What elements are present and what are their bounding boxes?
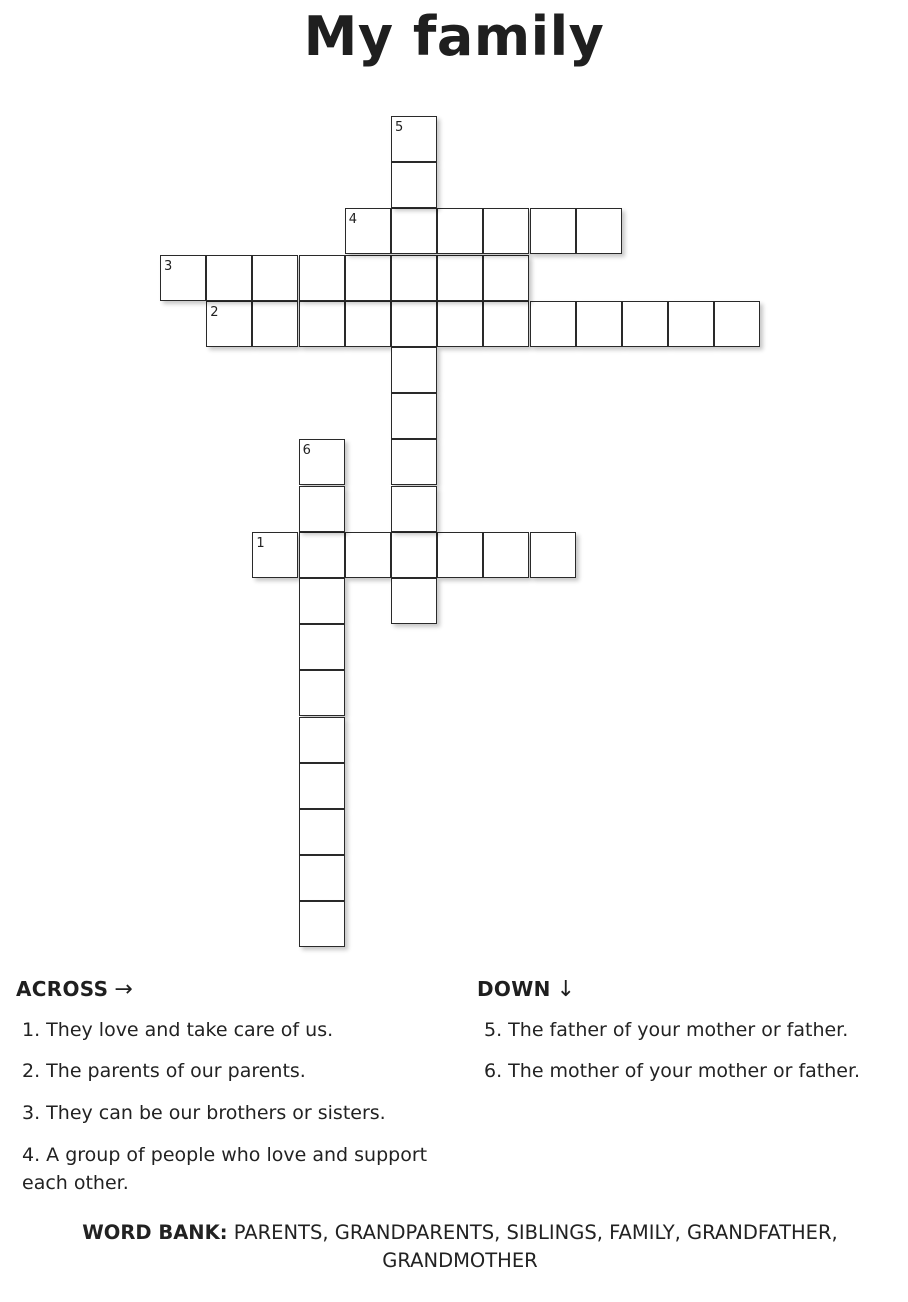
grid-cell[interactable] [299, 717, 345, 763]
clue-number-2: 2 [210, 304, 219, 320]
grid-cell[interactable] [299, 763, 345, 809]
across-clue-2: 2. The parents of our parents. [22, 1060, 306, 1082]
grid-cell[interactable] [299, 532, 345, 578]
across-clue-1: 1. They love and take care of us. [22, 1019, 334, 1041]
word-bank [60, 1219, 860, 1275]
grid-cell[interactable] [483, 301, 529, 347]
grid-cell[interactable] [299, 578, 345, 624]
grid-cell[interactable] [576, 208, 622, 254]
grid-cell[interactable] [437, 208, 483, 254]
down-clue-6: 6. The mother of your mother or father. [484, 1060, 861, 1082]
page-title: My family [303, 5, 605, 68]
clue-number-6: 6 [302, 443, 311, 459]
across-heading: ACROSS → [16, 977, 134, 1002]
right-arrow-icon: → [114, 977, 134, 1002]
clue-number-3: 3 [164, 258, 173, 274]
grid-cell[interactable] [714, 301, 760, 347]
grid-cell[interactable] [299, 624, 345, 670]
grid-cell[interactable] [483, 208, 529, 254]
grid-cell[interactable] [576, 301, 622, 347]
grid-cell[interactable] [668, 301, 714, 347]
grid-cell[interactable] [299, 255, 345, 301]
grid-cell[interactable] [345, 255, 391, 301]
grid-cell[interactable] [299, 670, 345, 716]
grid-cell[interactable] [252, 255, 298, 301]
grid-cell[interactable] [391, 393, 437, 439]
grid-cell[interactable] [299, 901, 345, 947]
grid-cell[interactable] [299, 486, 345, 532]
grid-cell[interactable] [299, 809, 345, 855]
grid-cell[interactable] [437, 255, 483, 301]
grid-cell[interactable] [391, 486, 437, 532]
grid-cell[interactable] [391, 532, 437, 578]
grid-cell[interactable] [530, 532, 576, 578]
grid-cell[interactable] [391, 347, 437, 393]
word-bank-label: WORD BANK: [82, 1221, 228, 1244]
down-heading: DOWN ↓ [477, 977, 576, 1002]
clue-number-4: 4 [348, 212, 358, 228]
grid-cell[interactable] [391, 162, 437, 208]
grid-cell[interactable] [391, 439, 437, 485]
across-clue-3: 3. They can be our brothers or sisters. [22, 1102, 386, 1124]
grid-cell[interactable] [483, 532, 529, 578]
grid-cell[interactable] [206, 255, 252, 301]
grid-cell[interactable] [437, 301, 483, 347]
grid-cell[interactable] [299, 855, 345, 901]
grid-cell[interactable] [345, 532, 391, 578]
grid-cell[interactable] [345, 301, 391, 347]
grid-cell[interactable] [622, 301, 668, 347]
grid-cell[interactable] [391, 578, 437, 624]
grid-cell[interactable] [391, 208, 437, 254]
grid-cell[interactable] [530, 208, 576, 254]
grid-cell[interactable] [437, 532, 483, 578]
clue-number-5: 5 [395, 120, 404, 135]
down-clue-5: 5. The father of your mother or father. [484, 1019, 849, 1041]
down-arrow-icon: ↓ [556, 977, 576, 1002]
grid-cell[interactable] [252, 301, 298, 347]
grid-cell[interactable] [391, 255, 437, 301]
grid-cell[interactable] [530, 301, 576, 347]
grid-cell[interactable] [299, 301, 345, 347]
grid-cell[interactable] [391, 301, 437, 347]
grid-cell[interactable] [483, 255, 529, 301]
clue-number-1: 1 [256, 535, 265, 551]
word-bank-words: PARENTS, GRANDPARENTS, SIBLINGS, FAMILY, GRANDFATHER, GRANDMOTHER [233, 1221, 838, 1272]
across-clue-4: 4. A group of people who love and support each other. [22, 1144, 428, 1194]
